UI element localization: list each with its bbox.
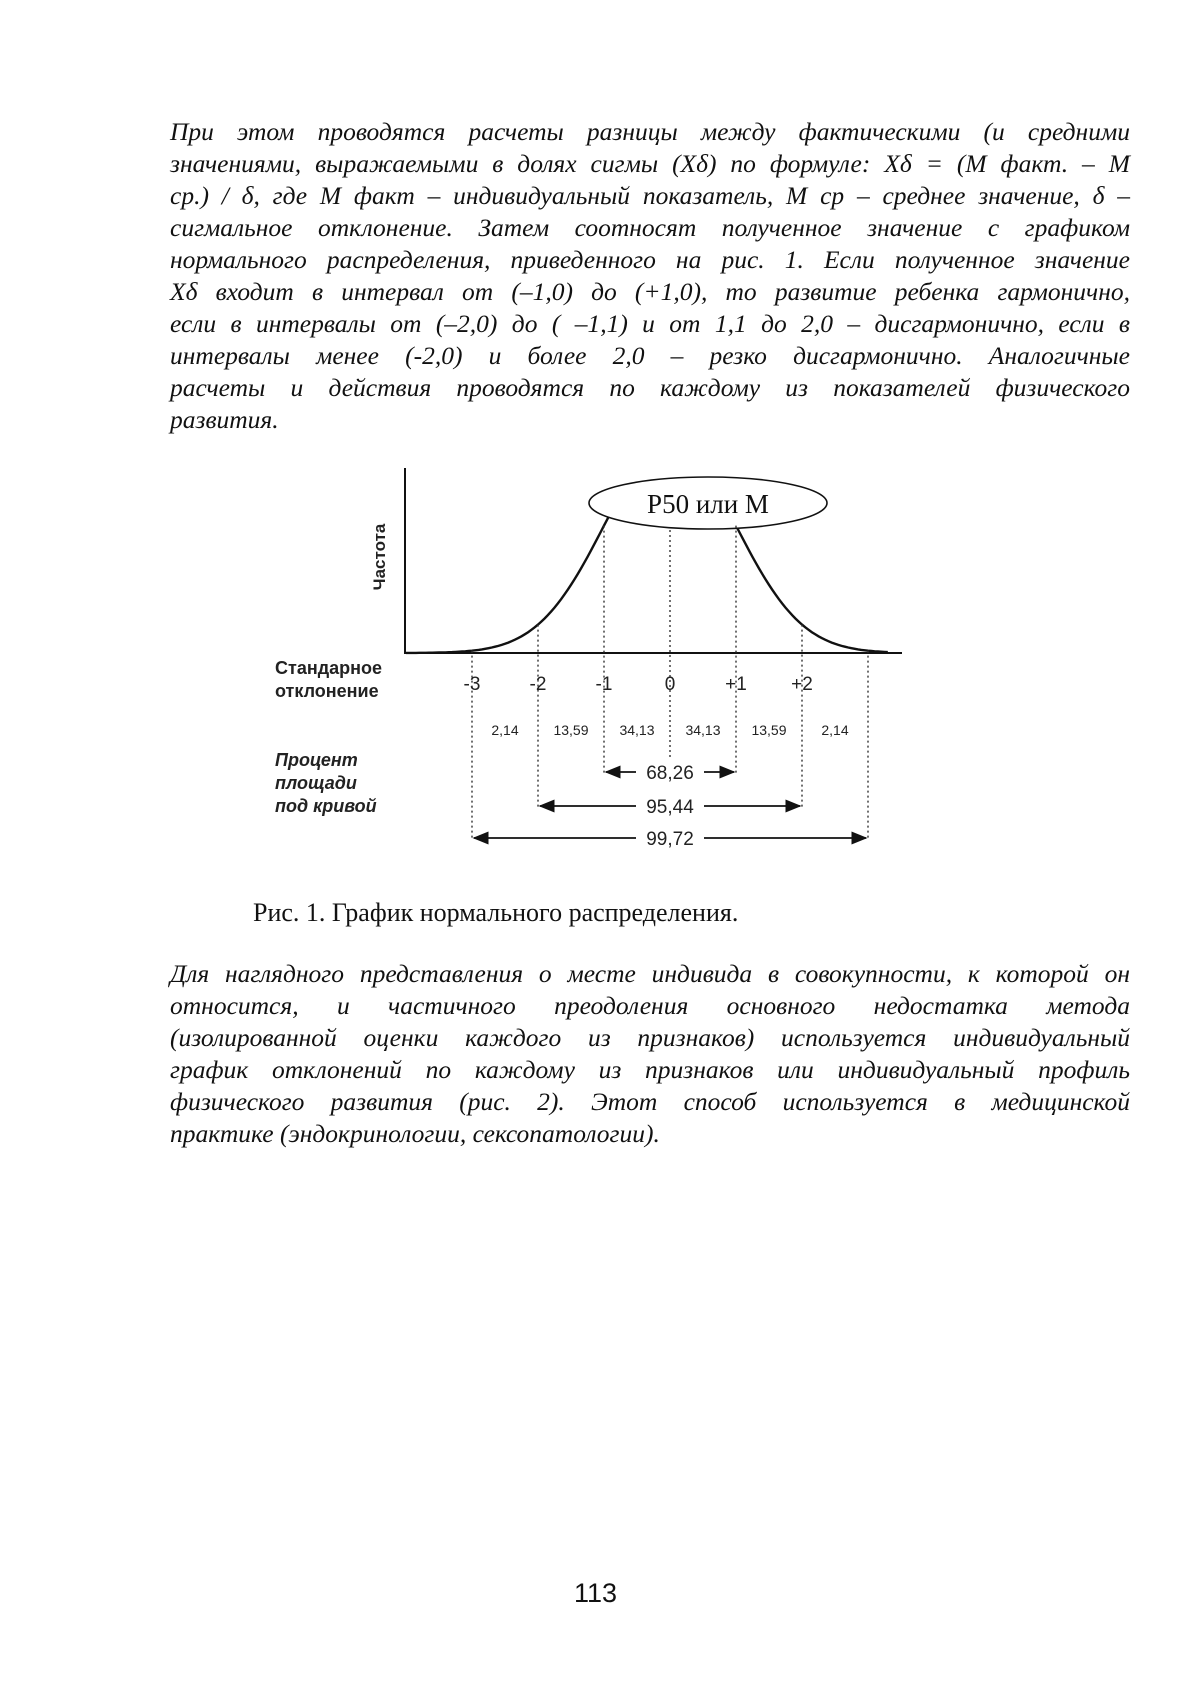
- area-label-line-3: под кривой: [275, 796, 377, 816]
- y-axis-label: Частота: [370, 523, 389, 591]
- range-percent-label: 95,44: [646, 797, 694, 818]
- range-percent-label: 68,26: [646, 763, 694, 784]
- text-line: Для наглядного представления о месте индивида в совокупности, к которой он: [170, 959, 1130, 988]
- text-line: ср.) / δ, где М факт – индивидуальный показатель, М ср – среднее значение, δ –: [170, 181, 1130, 210]
- x-tick-label: 0: [664, 674, 676, 695]
- paragraph-intro: [170, 116, 1130, 436]
- text-line: Xδ входит в интервал от (–1,0) до (+1,0), то развитие ребенка гармонично,: [170, 277, 1130, 306]
- x-tick-label: -1: [595, 674, 613, 695]
- text-line: если в интервалы от (–2,0) до ( –1,1) и от 1,1 до 2,0 – дисгармонично, если в: [170, 309, 1130, 338]
- text-line: сигмальное отклонение. Затем соотносят полученное значение с графиком: [170, 213, 1130, 242]
- area-percent-label: 34,13: [619, 722, 655, 738]
- area-percent-label: 13,59: [751, 722, 787, 738]
- range-percent-label: 99,72: [646, 829, 694, 850]
- text-line: физического развития (рис. 2). Этот способ используется в медицинской: [170, 1087, 1130, 1116]
- range-arrows: [474, 763, 866, 850]
- text-line: график отклонений по каждому из признаков или индивидуальный профиль: [170, 1055, 1130, 1084]
- x-tick-label: -3: [463, 674, 481, 695]
- text-line: развития.: [170, 405, 279, 434]
- area-label-line-1: Процент: [275, 750, 358, 770]
- text-line: расчеты и действия проводятся по каждому из показателей физического: [170, 373, 1130, 402]
- x-tick-labels: [464, 674, 813, 695]
- figure-caption: Рис. 1. График нормального распределения.: [253, 898, 739, 927]
- x-axis-label-line-1: Стандарное: [275, 658, 383, 678]
- text-line: При этом проводятся расчеты разницы между фактическими (и средними: [170, 117, 1130, 146]
- text-line: нормального распределения, приведенного на рис. 1. Если полученное значение: [170, 245, 1130, 274]
- x-axis-label-line-2: отклонение: [275, 681, 379, 701]
- area-percent-label: 2,14: [821, 722, 849, 738]
- page-number: 113: [573, 1578, 618, 1608]
- x-tick-label: -2: [529, 674, 547, 695]
- area-label-line-2: площади: [275, 773, 357, 793]
- area-percent-label: 34,13: [685, 722, 721, 738]
- paragraph-profile: [170, 958, 1130, 1150]
- normal-distribution-figure: [0, 455, 1191, 875]
- x-tick-label: +2: [791, 674, 813, 695]
- area-percent-label: 2,14: [491, 722, 519, 738]
- area-percent-label: 13,59: [553, 722, 589, 738]
- text-line: значениями, выражаемыми в долях сигмы (Xδ) по формуле: Xδ = (М факт. – М: [170, 149, 1130, 178]
- text-line: (изолированной оценки каждого из признаков) используется индивидуальный: [170, 1023, 1130, 1052]
- text-line: интервалы менее (-2,0) и более 2,0 – резко дисгармонично. Аналогичные: [170, 341, 1130, 370]
- text-line: практике (эндокринологии, сексопатологии).: [170, 1119, 660, 1148]
- x-tick-label: +1: [725, 674, 747, 695]
- text-line: относится, и частичного преодоления основного недостатка метода: [170, 991, 1130, 1020]
- peak-label: P50 или M: [647, 489, 769, 519]
